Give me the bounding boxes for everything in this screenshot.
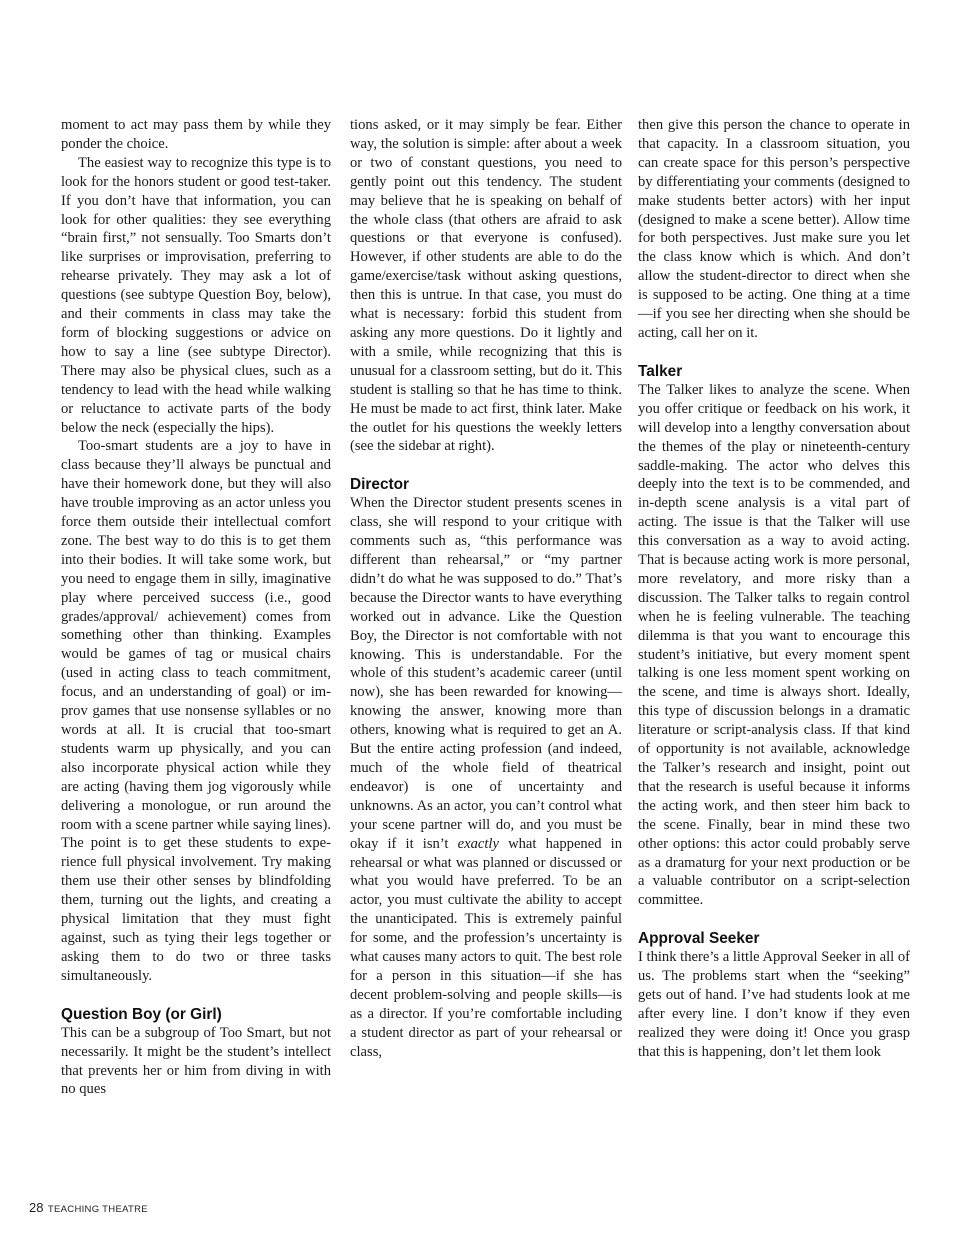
section-heading-director: Director	[350, 476, 410, 494]
page-footer	[29, 1199, 148, 1217]
paragraph-text: what happened in rehearsal or what was planned or discussed or what you would have preferred. To be an actor, you must cultivate the ability to accept the unanticipated. This is extremely painful for some, and the profession’s uncertainty is what causes many actors to quit. The best role for a person in this situation—if she has decent problem-solving and people skills—is as a director. If you’re comfortable including a student director as part of your rehearsal or class,	[350, 835, 622, 1060]
section-heading-question-boy: Question Boy (or Girl)	[61, 1005, 222, 1023]
paragraph: tions asked, or it may simply be fear. Either way, the solution is simple: after about a week or two of constant questions, you need to gently point out this tendency. The student may believe that he is speaking on behalf of the whole class (that others are afraid to ask questions or that everyone is confused). However, if other students are able to do the game/exercise/task without asking questions, then this is untrue. In that case, you must do what is necessary: forbid this student from asking any more questions. Do it lightly and with a smile, while recognizing that this is unusual for a classroom setting, but do it. This student is stalling so that he has time to think. He must be made to act first, think later. Make the outlet for his questions the weekly letters (see the sidebar at right).	[350, 117, 622, 455]
paragraph: The Talker likes to analyze the scene. When you offer critique or feedback on his work, it will develop into a lengthy conversation about the themes of the play or nineteenth-century saddle-making. The actor who delves this deeply into the text is to be commended, and in-depth scene analysis is a vital part of acting. The issue is that the Talker will use this conversation as a way to avoid acting. That is because acting work is more personal, more revelatory, and more risky than a discussion. The Talker talks to regain control when he is feeling vulnerable. The teaching dilemma is that you want to encourage this student’s initiative, but every moment spent talking is one less moment spent working on the scene, and time is always short. Ideally, this type of discussion belongs in a dramatic literature or script-analysis class. If that kind of opportunity is not available, acknowledge the Talker’s research and insight, point out that the research is useful because it informs the acting work, and then steer him back to the scene. Finally, bear in mind these two other options: this actor could probably serve as a dramaturg for your next production or be a valuable contributor on a script-selection committee.	[638, 381, 910, 909]
paragraph: The easiest way to recognize this type is to look for the honors student or good test-taker. If you don’t have that information, you can look for other qualities: they see everything “brain first,” not sensually. Too Smarts don’t like surprises or improvisation, preferring to rehearse privately. They may ask a lot of questions (see subtype Question Boy, below), and their comments in class may take the form of blocking suggestions or advice on how to say a line (see subtype Director). There may also be physical clues, such as a tendency to lead with the head while walking or reluctance to activate parts of the body below the neck (especially the hips).	[61, 154, 331, 436]
paragraph: I think there’s a little Approval Seeker in all of us. The problems start when the “seeking” gets out of hand. I’ve had students look at me after every line. I don’t know if they even realized they were doing it! Once you grasp that this is happening, don’t let them look	[638, 949, 910, 1060]
text-column-left	[61, 116, 331, 1099]
paragraph: moment to act may pass them by while they ponder the choice.	[61, 117, 331, 152]
section-heading-talker: Talker	[638, 362, 683, 380]
paragraph-text: When the Director student presents scenes in class, she will respond to your critique with comments such as, “this performance was different than rehearsal,” or “my partner didn’t do what he was supposed to do.” That’s because the Director wants to have everything worked out in advance. Like the Question Boy, the Director is not comfortable with not knowing. This is understandable. For the whole of this student’s academic career (until now), she has been rewarded for knowing—knowing the answer, knowing more than others, knowing what is required to get an A. But the entire acting profession (and indeed, much of the whole field of theatrical endeavor) is one of uncertainty and unknowns. As an actor, you can’t control what your scene partner will do, and you must be okay if it isn’t	[350, 495, 622, 852]
publication-name: TEACHING THEATRE	[47, 1204, 148, 1215]
text-column-right	[638, 116, 910, 1062]
paragraph	[350, 494, 622, 1061]
paragraph: This can be a subgroup of Too Smart, but not necessarily. It might be the student’s intellect that prevents her or him from diving in with no ques	[61, 1024, 331, 1098]
paragraph: Too-smart students are a joy to have in class because they’ll always be punctual and have their homework done, but they will also have trouble improving as an actor unless you force them outside their intellectual comfort zone. The best way to do this is to get them into their bodies. It will take some work, but you need to engage them in silly, imaginative play where perceived success (i.e., good grades/approval/ achievement) comes from something other than thinking. Examples would be games of tag or musical chairs (used in acting class to teach commitment, focus, and an understanding of goal) or improv games that use nonsense syllables or no words at all. It is crucial that too-smart students warm up physically, and you can also incorporate physical action while they are acting (having them jog vigorously while delivering a monologue, or run around the room with a scene partner while saying lines). The point is to get these students to experience full physical involvement. Try making them use their other senses by blindfolding them, turning out the lights, and creating a physical limitation that they must fight against, such as tying their legs together or asking them to do two or three tasks simultaneously.	[61, 438, 331, 984]
text-column-middle	[350, 116, 622, 1062]
page-number: 28	[29, 1200, 44, 1215]
paragraph: then give this person the chance to operate in that capacity. In a classroom situation, you can create space for this person’s perspective by differentiating your comments (designed to make students better actors) with her input (designed to make a scene better). Allow time for both perspectives. Just make sure you let the class know which is which. And don’t allow the student-director to direct when she is supposed to be acting. One thing at a time—if you see her directing when she should be acting, call her on it.	[638, 117, 910, 341]
emphasized-word: exactly	[457, 835, 499, 852]
section-heading-approval-seeker: Approval Seeker	[638, 930, 760, 948]
